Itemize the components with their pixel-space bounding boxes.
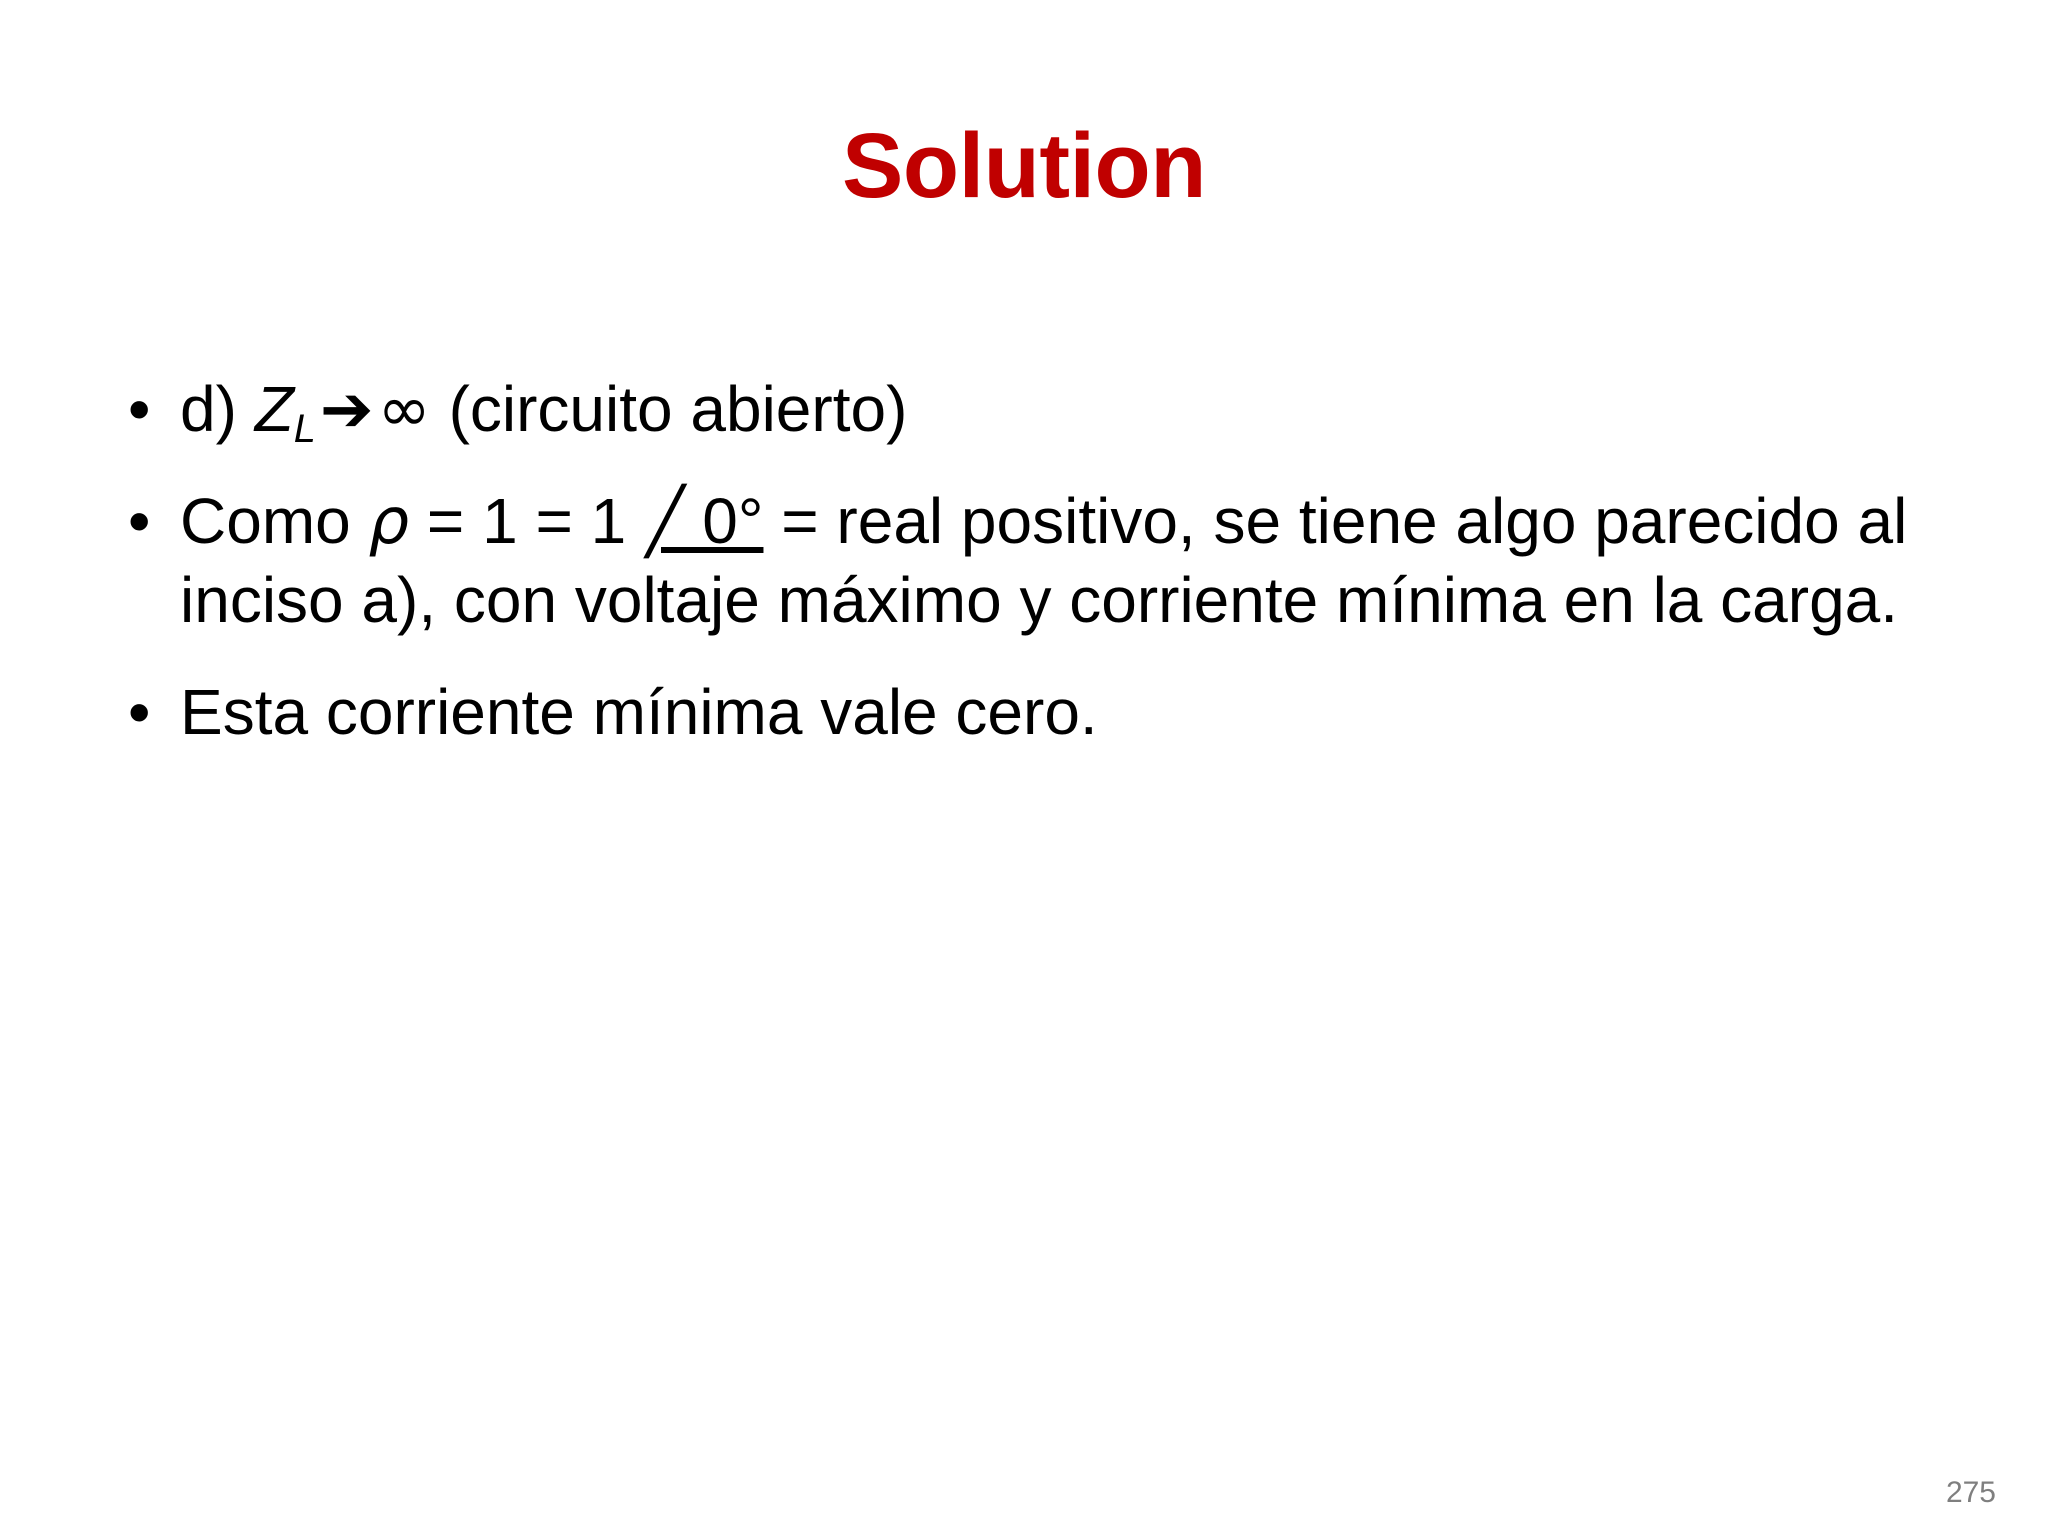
bullet-marker-icon: • [128, 373, 151, 445]
infinity-icon: ∞ [377, 373, 431, 447]
list-item [110, 673, 1940, 751]
como-tail: = real positivo, se tiene algo parecido al inciso a), con voltaje máximo y corriente mínima en la carga. [180, 484, 1908, 636]
arrow-icon: ➔ [319, 373, 374, 447]
bullet-marker-icon: • [128, 675, 151, 748]
list-item [110, 370, 1940, 454]
slide-body [110, 370, 1940, 779]
list-item-text: Esta corriente mínima vale cero. [180, 675, 1098, 748]
page-number: 275 [1945, 1476, 1996, 1509]
rho-symbol: ρ [368, 484, 410, 559]
list-item-text [180, 370, 1940, 454]
bullet-d-prefix: d) [180, 373, 255, 445]
como-equation: = 1 = 1 [409, 484, 644, 557]
list-item-text [180, 482, 1940, 639]
angle-notation: ╱ 0° [645, 484, 764, 557]
como-lead: Como [180, 484, 369, 557]
impedance-symbol: Z [254, 373, 294, 445]
bullet-d-suffix: (circuito abierto) [430, 373, 908, 445]
page-title: Solution [842, 115, 1206, 217]
list-item [110, 482, 1940, 639]
bullet-marker-icon: • [128, 484, 151, 557]
impedance-subscript: L [293, 407, 316, 452]
